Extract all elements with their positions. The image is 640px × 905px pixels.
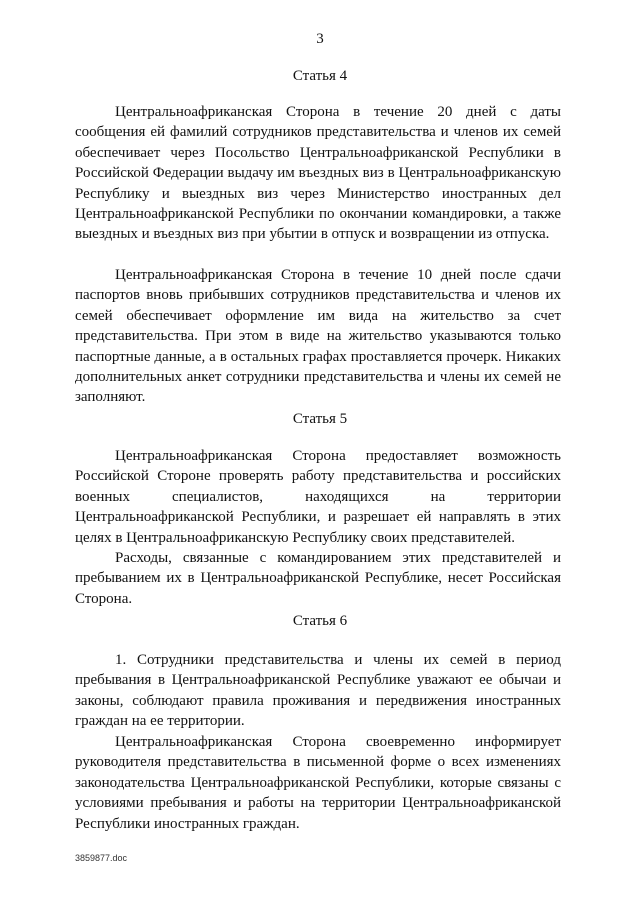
article-6-title: Статья 6 — [292, 613, 348, 629]
page-number: 3 — [316, 31, 324, 47]
article-4-title: Статья 4 — [292, 68, 348, 84]
article-5-paragraph-2: Расходы, связанные с командированием этих представителей и пребыванием их в Центральноафриканской Республике, несет Российская Сторона. — [75, 550, 561, 607]
article-5-paragraph-1: Центральноафриканская Сторона предоставляет возможность Российской Стороне проверять работу представительства и российских военных специалистов, находящихся на территории Центральноафриканской Республики, и разрешает ей направлять в этих целях в Центральноафриканскую Республику своих представителей. — [75, 448, 561, 546]
article-6-paragraph-2: Центральноафриканская Сторона своевременно информирует руководителя представительства в письменной форме о всех изменениях законодательства Центральноафриканской Республики, которые связаны с условиями пребывания и работы на территории Центральноафриканской Республики иностранных граждан. — [75, 734, 561, 832]
article-4-paragraph-2: Центральноафриканская Сторона в течение 10 дней после сдачи паспортов вновь прибывших сотрудников представительства и членов их семей обеспечивает оформление им вида на жительство за счет представительства. При этом в виде на жительство указываются только паспортные данные, а в остальных графах проставляется прочерк. Никаких дополнительных анкет сотрудники представительства и члены их семей не заполняют. — [75, 267, 561, 406]
article-4-paragraph-1: Центральноафриканская Сторона в течение 20 дней с даты сообщения ей фамилий сотрудников представительства и членов их семей обеспечивает через Посольство Центральноафриканской Республики в Российской Федерации выдачу им въездных виз в Центральноафриканскую Республику и выездных виз через Министерство иностранных дел Центральноафриканской Республики по окончании командировки, а также выездных и въездных виз при убытии в отпуск и возвращении из отпуска. — [75, 104, 561, 243]
article-5-title: Статья 5 — [292, 411, 348, 427]
article-6-paragraph-1: 1. Сотрудники представительства и члены их семей в период пребывания в Центральноафриканской Республике уважают ее обычаи и законы, соблюдают правила проживания и передвижения иностранных граждан на ее территории. — [75, 652, 561, 730]
document-file-code: 3859877.doc — [75, 853, 128, 863]
